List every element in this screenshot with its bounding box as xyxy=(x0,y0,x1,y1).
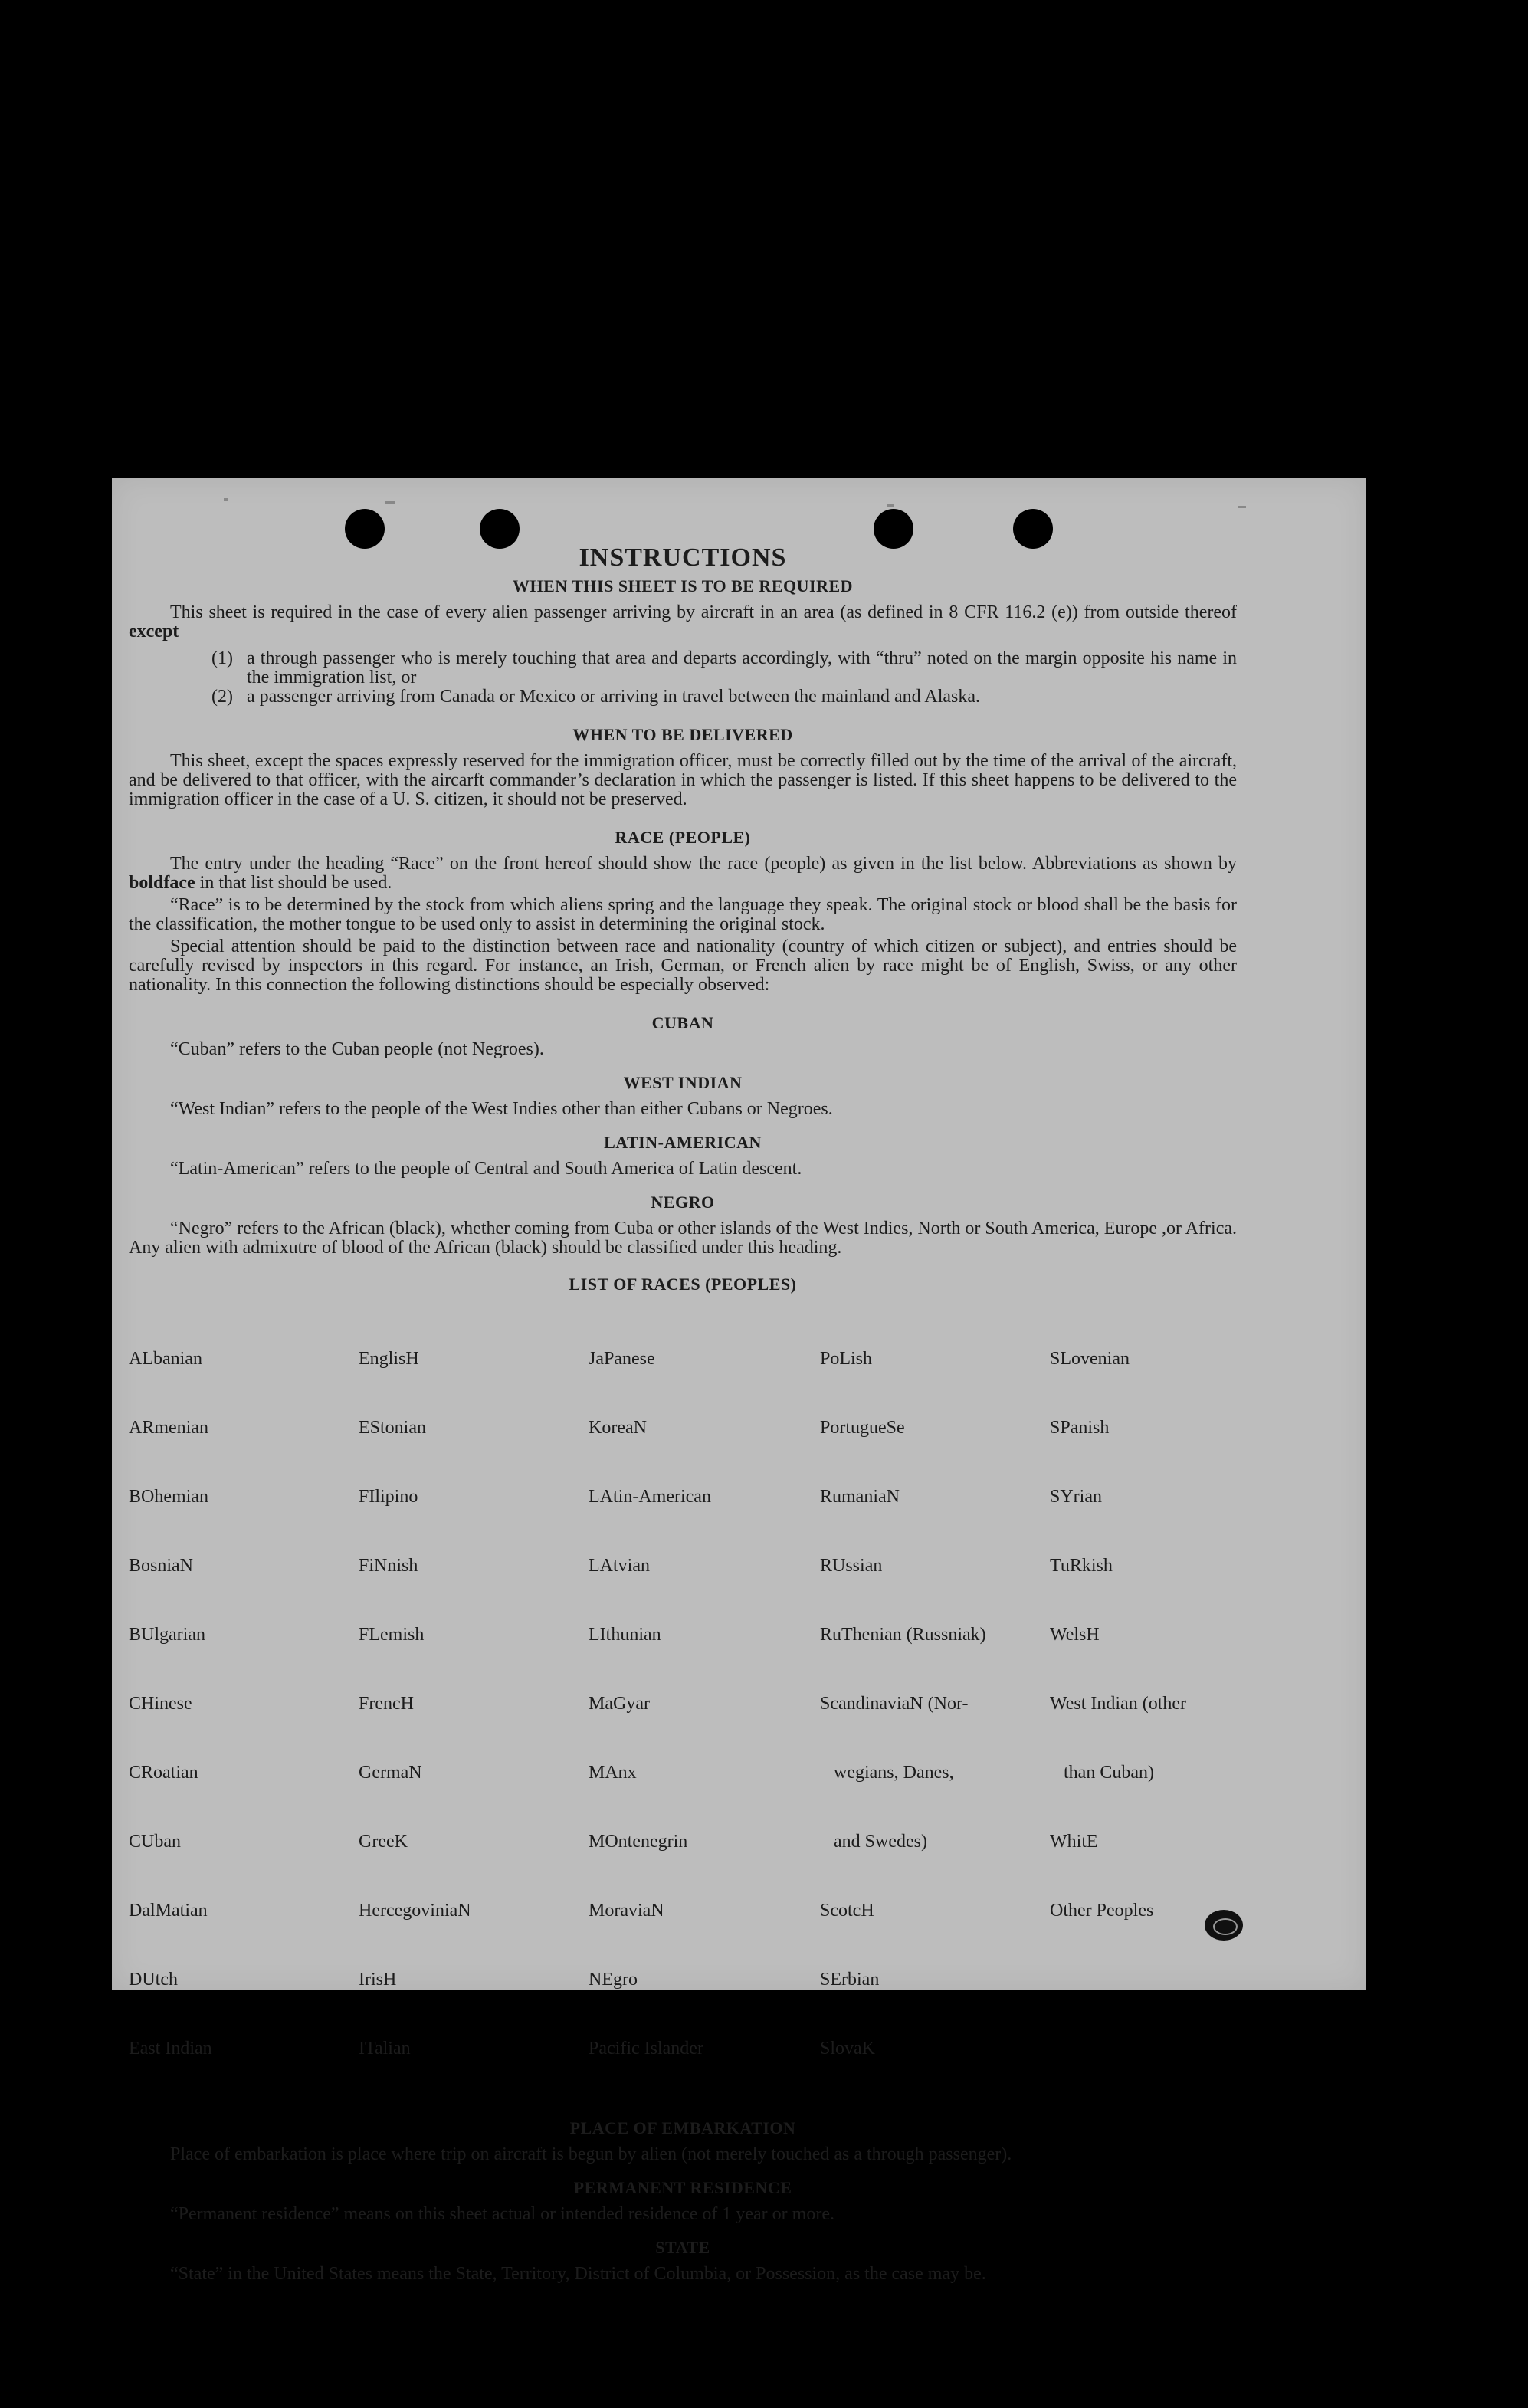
paragraph: “West Indian” refers to the people of the West Indies other than either Cubans or Negroes. xyxy=(170,1099,833,1119)
race-item: ALbanian xyxy=(129,1349,202,1369)
section-heading: LATIN-AMERICAN xyxy=(604,1133,762,1152)
race-item: CHinese xyxy=(129,1694,192,1714)
document-sheet xyxy=(112,478,1366,2284)
race-item: FrencH xyxy=(359,1694,414,1714)
speck xyxy=(224,498,228,501)
union-label-seal-icon xyxy=(1205,1910,1243,1941)
race-item: DUtch xyxy=(129,1970,178,1990)
paragraph: This sheet is required in the case of every alien passenger arriving by aircraft in an area (as defined in 8 CFR 116.2 (e)) from outside thereof except xyxy=(129,602,1237,641)
race-item: PortugueSe xyxy=(820,1418,905,1438)
speck xyxy=(887,504,894,507)
speck xyxy=(385,501,395,504)
race-item: FLemish xyxy=(359,1625,425,1645)
race-item: Other Peoples xyxy=(1050,1901,1154,1921)
race-item: BOhemian xyxy=(129,1487,208,1507)
race-item: PoLish xyxy=(820,1349,873,1369)
paragraph: “Cuban” refers to the Cuban people (not Negroes). xyxy=(170,1039,544,1059)
race-column xyxy=(359,1301,589,2106)
page-title: INSTRUCTIONS xyxy=(579,543,787,572)
paragraph: “Latin-American” refers to the people of Central and South America of Latin descent. xyxy=(170,1159,802,1179)
race-item: ITalian xyxy=(359,2039,411,2059)
race-item: BUlgarian xyxy=(129,1625,205,1645)
race-item: RuThenian (Russniak) xyxy=(820,1625,986,1645)
race-item: ARmenian xyxy=(129,1418,208,1438)
race-item: MAnx xyxy=(589,1763,637,1783)
race-item: NEgro xyxy=(589,1970,638,1990)
race-item: FIlipino xyxy=(359,1487,418,1507)
race-item: IrisH xyxy=(359,1970,397,1990)
race-item: JaPanese xyxy=(589,1349,655,1369)
instructions-content xyxy=(129,543,1237,2284)
race-item: LAtin-American xyxy=(589,1487,711,1507)
section-heading: CUBAN xyxy=(651,1013,714,1032)
race-item: RumaniaN xyxy=(820,1487,900,1507)
race-item: KoreaN xyxy=(589,1418,647,1438)
race-item: SPanish xyxy=(1050,1418,1110,1438)
race-item: GermaN xyxy=(359,1763,422,1783)
race-item: LIthunian xyxy=(589,1625,661,1645)
race-item: SlovaK xyxy=(820,2039,875,2059)
section-heading: PERMANENT RESIDENCE xyxy=(573,2178,792,2197)
race-item: BosniaN xyxy=(129,1556,193,1576)
race-item: West Indian (other xyxy=(1050,1694,1187,1714)
races-list xyxy=(129,1301,1237,2106)
race-item: and Swedes) xyxy=(820,1832,927,1852)
paragraph: “State” in the United States means the State, Territory, District of Columbia, or Possession, as the case may be. xyxy=(170,2264,986,2284)
section-heading: STATE xyxy=(655,2238,710,2257)
race-column xyxy=(1050,1301,1280,2106)
race-column xyxy=(589,1301,820,2106)
section-heading: RACE (PEOPLE) xyxy=(615,828,751,847)
race-item: CUban xyxy=(129,1832,181,1852)
paragraph: The entry under the heading “Race” on the front hereof should show the race (people) as given in the list below. Abbreviations as shown by boldface in that list should be used. xyxy=(129,854,1237,893)
race-item: TuRkish xyxy=(1050,1556,1113,1576)
race-item: SErbian xyxy=(820,1970,880,1990)
section-heading: NEGRO xyxy=(651,1193,715,1212)
race-item: RUssian xyxy=(820,1556,883,1576)
race-item: HercegoviniaN xyxy=(359,1901,471,1921)
race-column xyxy=(129,1301,359,2106)
race-item: SLovenian xyxy=(1050,1349,1130,1369)
speck xyxy=(1238,506,1246,508)
race-column xyxy=(820,1301,1050,2106)
race-item: MOntenegrin xyxy=(589,1832,688,1852)
race-item: Pacific Islander xyxy=(589,2039,703,2059)
race-item: LAtvian xyxy=(589,1556,650,1576)
section-heading: WHEN THIS SHEET IS TO BE REQUIRED xyxy=(512,576,854,595)
list-item: (1) a through passenger who is merely touching that area and departs accordingly, with “thru” noted on the margin opposite his name in the immigration list, or xyxy=(211,648,1237,687)
paragraph: Special attention should be paid to the distinction between race and nationality (country of which citizen or subject), and entries should be carefully revised by inspectors in this regard. For instance, an Irish, German, or French alien by race might be of English, Swiss, or any other nationality. In this connection the following distinctions should be especially observed: xyxy=(129,937,1237,995)
race-item: than Cuban) xyxy=(1050,1763,1154,1783)
race-item: wegians, Danes, xyxy=(820,1763,954,1783)
race-item: WelsH xyxy=(1050,1625,1100,1645)
race-item: ScandinaviaN (Nor- xyxy=(820,1694,969,1714)
race-item: DalMatian xyxy=(129,1901,208,1921)
list-item: (2) a passenger arriving from Canada or Mexico or arriving in travel between the mainland and Alaska. xyxy=(211,687,980,707)
race-item: EStonian xyxy=(359,1418,426,1438)
paragraph: This sheet, except the spaces expressly reserved for the immigration officer, must be correctly filled out by the time of the arrival of the aircraft, and be delivered to that officer, with the aircarft commander’s declaration in which the passenger is listed. If this sheet happens to be delivered to the immigration officer in the case of a U. S. citizen, it should not be preserved. xyxy=(129,751,1237,809)
race-item: MoraviaN xyxy=(589,1901,664,1921)
race-item: CRoatian xyxy=(129,1763,198,1783)
section-heading: WHEN TO BE DELIVERED xyxy=(572,725,793,744)
section-heading: PLACE OF EMBARKATION xyxy=(569,2118,796,2137)
paragraph: “Negro” refers to the African (black), whether coming from Cuba or other islands of the West Indies, North or South America, Europe ,or Africa. Any alien with admixutre of blood of the African (black) should be classified under this heading. xyxy=(129,1219,1237,1258)
paragraph: “Permanent residence” means on this sheet actual or intended residence of 1 year or more. xyxy=(170,2204,834,2224)
race-item: MaGyar xyxy=(589,1694,650,1714)
race-item: WhitE xyxy=(1050,1832,1098,1852)
section-heading: WEST INDIAN xyxy=(623,1073,743,1092)
paragraph: “Race” is to be determined by the stock from which aliens spring and the language they speak. The original stock or blood shall be the basis for the classification, the mother tongue to be used only to assist in determining the original stock. xyxy=(129,895,1237,934)
race-item: EnglisH xyxy=(359,1349,419,1369)
race-item: East Indian xyxy=(129,2039,212,2059)
race-item: GreeK xyxy=(359,1832,408,1852)
section-heading: LIST OF RACES (PEOPLES) xyxy=(569,1275,797,1294)
race-item: FiNnish xyxy=(359,1556,418,1576)
paragraph: Place of embarkation is place where trip on aircraft is begun by alien (not merely touched as a through passenger). xyxy=(170,2144,1012,2164)
race-item: SYrian xyxy=(1050,1487,1102,1507)
race-item: ScotcH xyxy=(820,1901,874,1921)
